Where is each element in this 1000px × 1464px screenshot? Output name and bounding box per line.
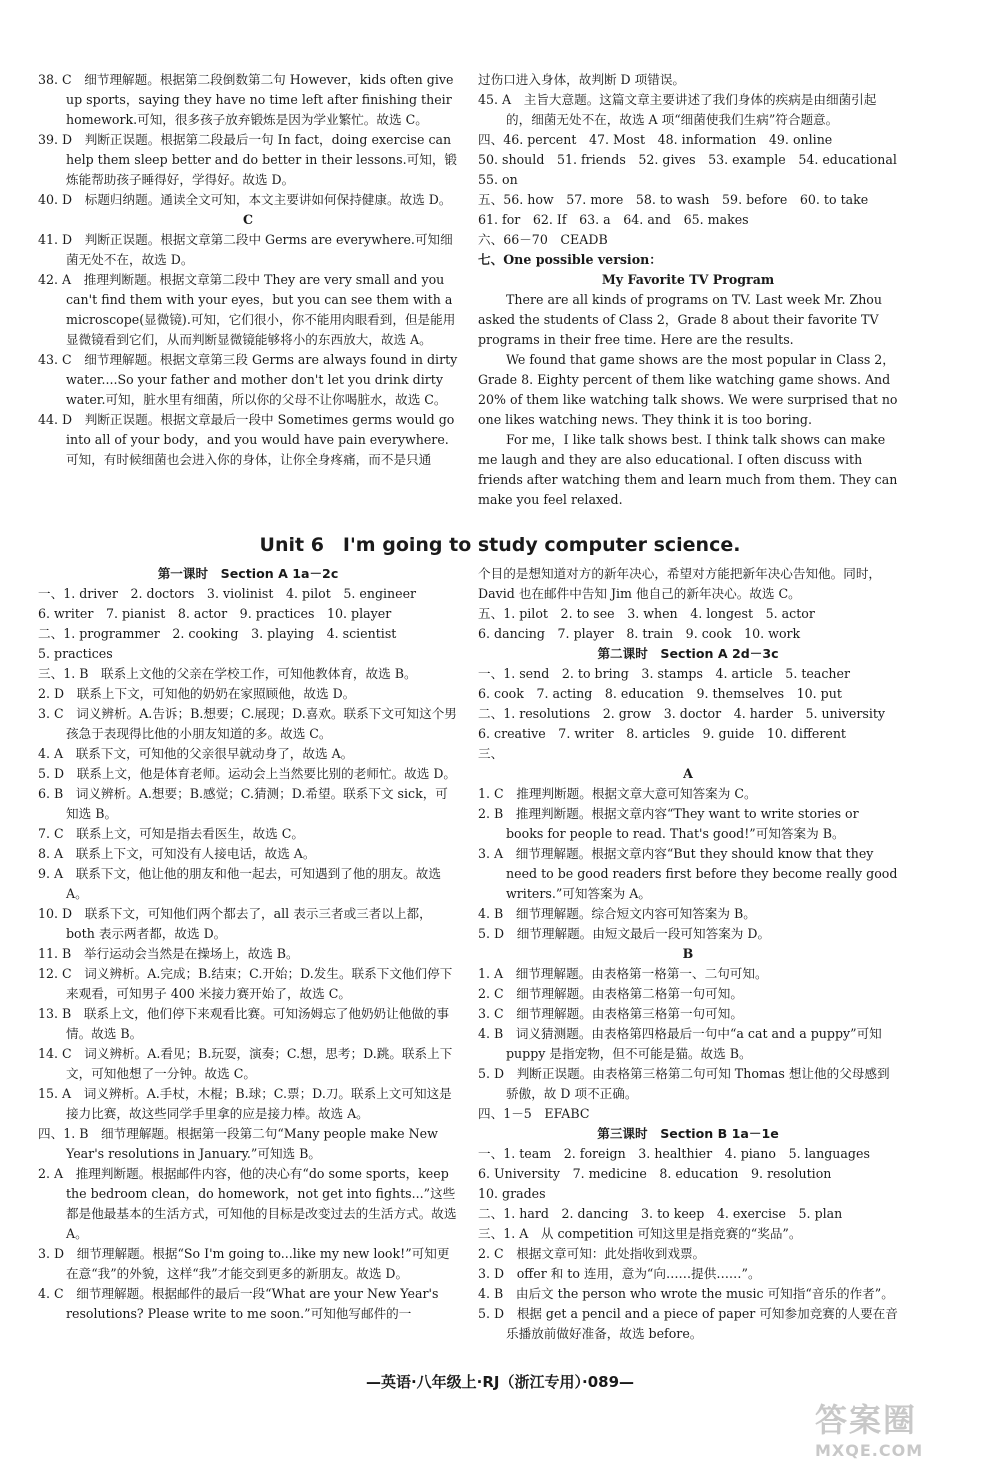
answer-line: 6. writer 7. pianist 8. actor 9. practices 10. player bbox=[38, 606, 392, 621]
answer-line: 6. dancing 7. player 8. train 9. cook 10. work bbox=[478, 626, 801, 641]
answer-line: My Favorite TV Program bbox=[601, 272, 775, 287]
top-left-column bbox=[38, 70, 458, 470]
answer-line: 一、1. team 2. foreign 3. healthier 4. piano 5. languages bbox=[478, 1146, 870, 1161]
answer-line: 14. C 词义辨析。A.看见；B.玩耍，演奏；C.想，思考；D.跳。联系上下文，可知他想了一分钟。故选 C。 bbox=[38, 1046, 453, 1081]
answer-line: 38. C 细节理解题。根据第二段倒数第二句 However，kids often give up sports，saying they have no time left after finishing their homework.可知，很多孩子放弃锻炼是因为学业繁忙。故选 C。 bbox=[38, 72, 454, 127]
answer-line: 3. D offer 和 to 连用，意为“向……提供……”。 bbox=[478, 1266, 761, 1281]
bottom-left-column bbox=[38, 564, 458, 1324]
answer-line: B bbox=[682, 946, 694, 961]
answer-line: 11. B 举行运动会当然是在操场上，故选 B。 bbox=[38, 946, 299, 961]
bottom-right-column bbox=[478, 564, 898, 1344]
watermark-text: 答案圈 bbox=[815, 1401, 918, 1439]
top-right-column bbox=[478, 70, 898, 510]
answer-line: 第三课时 Section B 1a－1e bbox=[597, 1126, 779, 1141]
answer-line: 五、56. how 57. more 58. to wash 59. before 60. to take bbox=[478, 192, 869, 207]
answer-line: 二、1. hard 2. dancing 3. to keep 4. exercise 5. plan bbox=[478, 1206, 843, 1221]
answer-line: 5. D 细节理解题。由短文最后一段可知答案为 D。 bbox=[478, 926, 771, 941]
answer-line: 三、1. B 联系上文他的父亲在学校工作，可知他教体育，故选 B。 bbox=[38, 666, 417, 681]
answer-line: 3. C 细节理解题。由表格第三格第一句可知。 bbox=[478, 1006, 743, 1021]
answer-line: C bbox=[242, 212, 254, 227]
answer-line: A bbox=[683, 766, 693, 781]
answer-line: 39. D 判断正误题。根据第二段最后一句 In fact，doing exercise can help them sleep better and do better in their lessons.可知，锻炼能帮助孩子睡得好，学得好。故选 D。 bbox=[38, 132, 458, 187]
page-footer: —英语·八年级上·RJ（浙江专用）·089— bbox=[365, 1373, 635, 1391]
answer-line: We found that game shows are the most popular in Class 2，Grade 8. Eighty percent of them like watching game shows. And 20% of them like watching talk shows. We were surprised that no one likes watching news. They think it is too boring. bbox=[478, 352, 898, 427]
answer-line: There are all kinds of programs on TV. Last week Mr. Zhou asked the students of Class 2，Grade 8 about their favorite TV programs in their free time. Here are the results. bbox=[478, 292, 883, 347]
answer-line: 10. D 联系下文，可知他们两个都去了，all 表示三者或三者以上都，both 表示两者都，故选 D。 bbox=[38, 906, 432, 941]
answer-line: 9. A 联系下文，他让他的朋友和他一起去，可知遇到了他的朋友。故选 A。 bbox=[38, 866, 441, 901]
answer-line: 二、1. programmer 2. cooking 3. playing 4. scientist bbox=[38, 626, 397, 641]
answer-line: 41. D 判断正误题。根据文章第二段中 Germs are everywhere.可知细菌无处不在，故选 D。 bbox=[38, 232, 453, 267]
answer-line: 5. practices bbox=[38, 646, 113, 661]
answer-line: 三、1. A 从 competition 可知这里是指竞赛的“奖品”。 bbox=[478, 1226, 802, 1241]
answer-line: 42. A 推理判断题。根据文章第二段中 They are very small and you can't find them with your eyes，but you can see them with a microscope(显微镜).可知，它们很小，你不能用肉眼看到，但是能用显微镜看到它们，从而判断显微镜能够将小的东西放大，故选 A。 bbox=[38, 272, 456, 347]
answer-line: 6. University 7. medicine 8. education 9. resolution bbox=[478, 1166, 832, 1181]
answer-line: 4. C 细节理解题。根据邮件的最后一段“What are your New Year's resolutions? Please write to me soon.”可知他写邮件的一 bbox=[38, 1286, 439, 1321]
answer-line: 4. B 词义猜测题。由表格第四格最后一句中“a cat and a puppy”可知 puppy 是指宠物，但不可能是猫。故选 B。 bbox=[478, 1026, 882, 1061]
answer-line: 五、1. pilot 2. to see 3. when 4. longest 5. actor bbox=[478, 606, 815, 621]
answer-line: 5. D 联系上文，他是体育老师。运动会上当然要比别的老师忙。故选 D。 bbox=[38, 766, 457, 781]
answer-line: 50. should 51. friends 52. gives 53. example 54. educational bbox=[478, 152, 897, 167]
answer-line: 三、 bbox=[478, 746, 504, 761]
answer-line: 55. on bbox=[478, 172, 518, 187]
answer-line: 3. C 词义辨析。A.告诉；B.想要；C.展现；D.喜欢。联系下文可知这个男孩急于表现得比他的小朋友知道的多。故选 C。 bbox=[38, 706, 457, 741]
answer-line: 1. C 推理判断题。根据文章大意可知答案为 C。 bbox=[478, 786, 757, 801]
answer-line: 3. A 细节理解题。根据文章内容“But they should know that they need to be good readers first before they become really good writers.”可知答案为 A。 bbox=[478, 846, 898, 901]
answer-line: 43. C 细节理解题。根据文章第三段 Germs are always found in dirty water....So your father and mother don't let you drink dirty water.可知，脏水里有细菌，所以你的父母不让你喝脏水，故选 C。 bbox=[38, 352, 458, 407]
answer-line: 4. A 联系下文，可知他的父亲很早就动身了，故选 A。 bbox=[38, 746, 354, 761]
answer-line: 1. A 细节理解题。由表格第一格第一、二句可知。 bbox=[478, 966, 768, 981]
answer-line: 一、1. send 2. to bring 3. stamps 4. article 5. teacher bbox=[478, 666, 850, 681]
answer-line: 第一课时 Section A 1a－2c bbox=[157, 566, 339, 581]
answer-line: 四、1－5 EFABC bbox=[478, 1106, 590, 1121]
watermark-logo bbox=[815, 1395, 985, 1460]
answer-line: 六、66－70 CEADB bbox=[478, 232, 608, 247]
answer-line: 6. cook 7. acting 8. education 9. themselves 10. put bbox=[478, 686, 842, 701]
answer-line: 四、46. percent 47. Most 48. information 49. online bbox=[478, 132, 833, 147]
watermark-url: MXQE.COM bbox=[815, 1441, 924, 1460]
unit-title: Unit 6 I'm going to study computer science. bbox=[259, 534, 741, 556]
answer-line: 6. creative 7. writer 8. articles 9. guide 10. different bbox=[478, 726, 846, 741]
answer-line: 2. A 推理判断题。根据邮件内容，他的决心有“do some sports，keep the bedroom clean，do homework，not get into fights...”这些都是他最基本的生活方式，可知他的目标是改变过去的生活方式。故选 A。 bbox=[38, 1166, 457, 1241]
answer-line: 5. D 根据 get a pencil and a piece of paper 可知参加竞赛的人要在音乐播放前做好准备，故选 before。 bbox=[478, 1306, 898, 1341]
answer-line: 15. A 词义辨析。A.手杖，木棍；B.球；C.票；D.刀。联系上文可知这是接力比赛，故这些同学手里拿的应是接力棒。故选 A。 bbox=[38, 1086, 452, 1121]
answer-line: 2. C 根据文章可知：此处指收到戏票。 bbox=[478, 1246, 706, 1261]
answer-line: 七、One possible version： bbox=[478, 252, 662, 267]
answer-line: 40. D 标题归纳题。通读全文可知，本文主要讲如何保持健康。故选 D。 bbox=[38, 192, 452, 207]
answer-line: 7. C 联系上文，可知是指去看医生，故选 C。 bbox=[38, 826, 304, 841]
answer-line: 45. A 主旨大意题。这篇文章主要讲述了我们身体的疾病是由细菌引起的，细菌无处不在，故选 A 项“细菌使我们生病”符合题意。 bbox=[478, 92, 877, 127]
answer-line: 6. B 词义辨析。A.想要；B.感觉；C.猜测；D.希望。联系下文 sick，可知选 B。 bbox=[38, 786, 448, 821]
answer-line: For me，I like talk shows best. I think talk shows can make me laugh and they are also educational. I often discuss with friends after watching them and learn much from them. They can make you feel relaxed. bbox=[478, 432, 898, 507]
answer-line: 4. B 由后文 the person who wrote the music 可知指“音乐的作者”。 bbox=[478, 1286, 894, 1301]
answer-line: 2. C 细节理解题。由表格第二格第一句可知。 bbox=[478, 986, 743, 1001]
answer-line: 13. B 联系上文，他们停下来观看比赛。可知汤姆忘了他奶奶让他做的事情。故选 B。 bbox=[38, 1006, 450, 1041]
answer-line: 一、1. driver 2. doctors 3. violinist 4. pilot 5. engineer bbox=[38, 586, 417, 601]
answer-line: 2. B 推理判断题。根据文章内容“They want to write stories or books for people to read. That's good!”可知答案为 B。 bbox=[478, 806, 859, 841]
answer-line: 2. D 联系上下文，可知他的奶奶在家照顾他，故选 D。 bbox=[38, 686, 356, 701]
answer-line: 44. D 判断正误题。根据文章最后一段中 Sometimes germs would go into all of your body，and you would have pain everywhere.可知，有时候细菌也会进入你的身体，让你全身疼痛，而不是只通 bbox=[38, 412, 455, 467]
answer-line: 第二课时 Section A 2d－3c bbox=[597, 646, 779, 661]
answer-line: 过伤口进入身体，故判断 D 项错误。 bbox=[478, 72, 686, 87]
answer-line: 3. D 细节理解题。根据“So I'm going to...like my new look!”可知更在意“我”的外貌，这样“我”才能交到更多的新朋友。故选 D。 bbox=[38, 1246, 450, 1281]
answer-line: 个目的是想知道对方的新年决心，希望对方能把新年决心告知他。同时，David 也在邮件中告知 Jim 他自己的新年决心。故选 C。 bbox=[478, 566, 881, 601]
answer-line: 12. C 词义辨析。A.完成；B.结束；C.开始；D.发生。联系下文他们停下来观看，可知男子 400 米接力赛开始了，故选 C。 bbox=[38, 966, 453, 1001]
answer-line: 4. B 细节理解题。综合短文内容可知答案为 B。 bbox=[478, 906, 756, 921]
answer-line: 8. A 联系上下文，可知没有人接电话，故选 A。 bbox=[38, 846, 316, 861]
answer-line: 二、1. resolutions 2. grow 3. doctor 4. harder 5. university bbox=[478, 706, 886, 721]
answer-line: 5. D 判断正误题。由表格第三格第二句可知 Thomas 想让他的父母感到骄傲，故 D 项不正确。 bbox=[478, 1066, 890, 1101]
answer-line: 61. for 62. If 63. a 64. and 65. makes bbox=[478, 212, 749, 227]
answer-line: 10. grades bbox=[478, 1186, 546, 1201]
answer-line: 四、1. B 细节理解题。根据第一段第二句“Many people make New Year's resolutions in January.”可知选 B。 bbox=[38, 1126, 438, 1161]
